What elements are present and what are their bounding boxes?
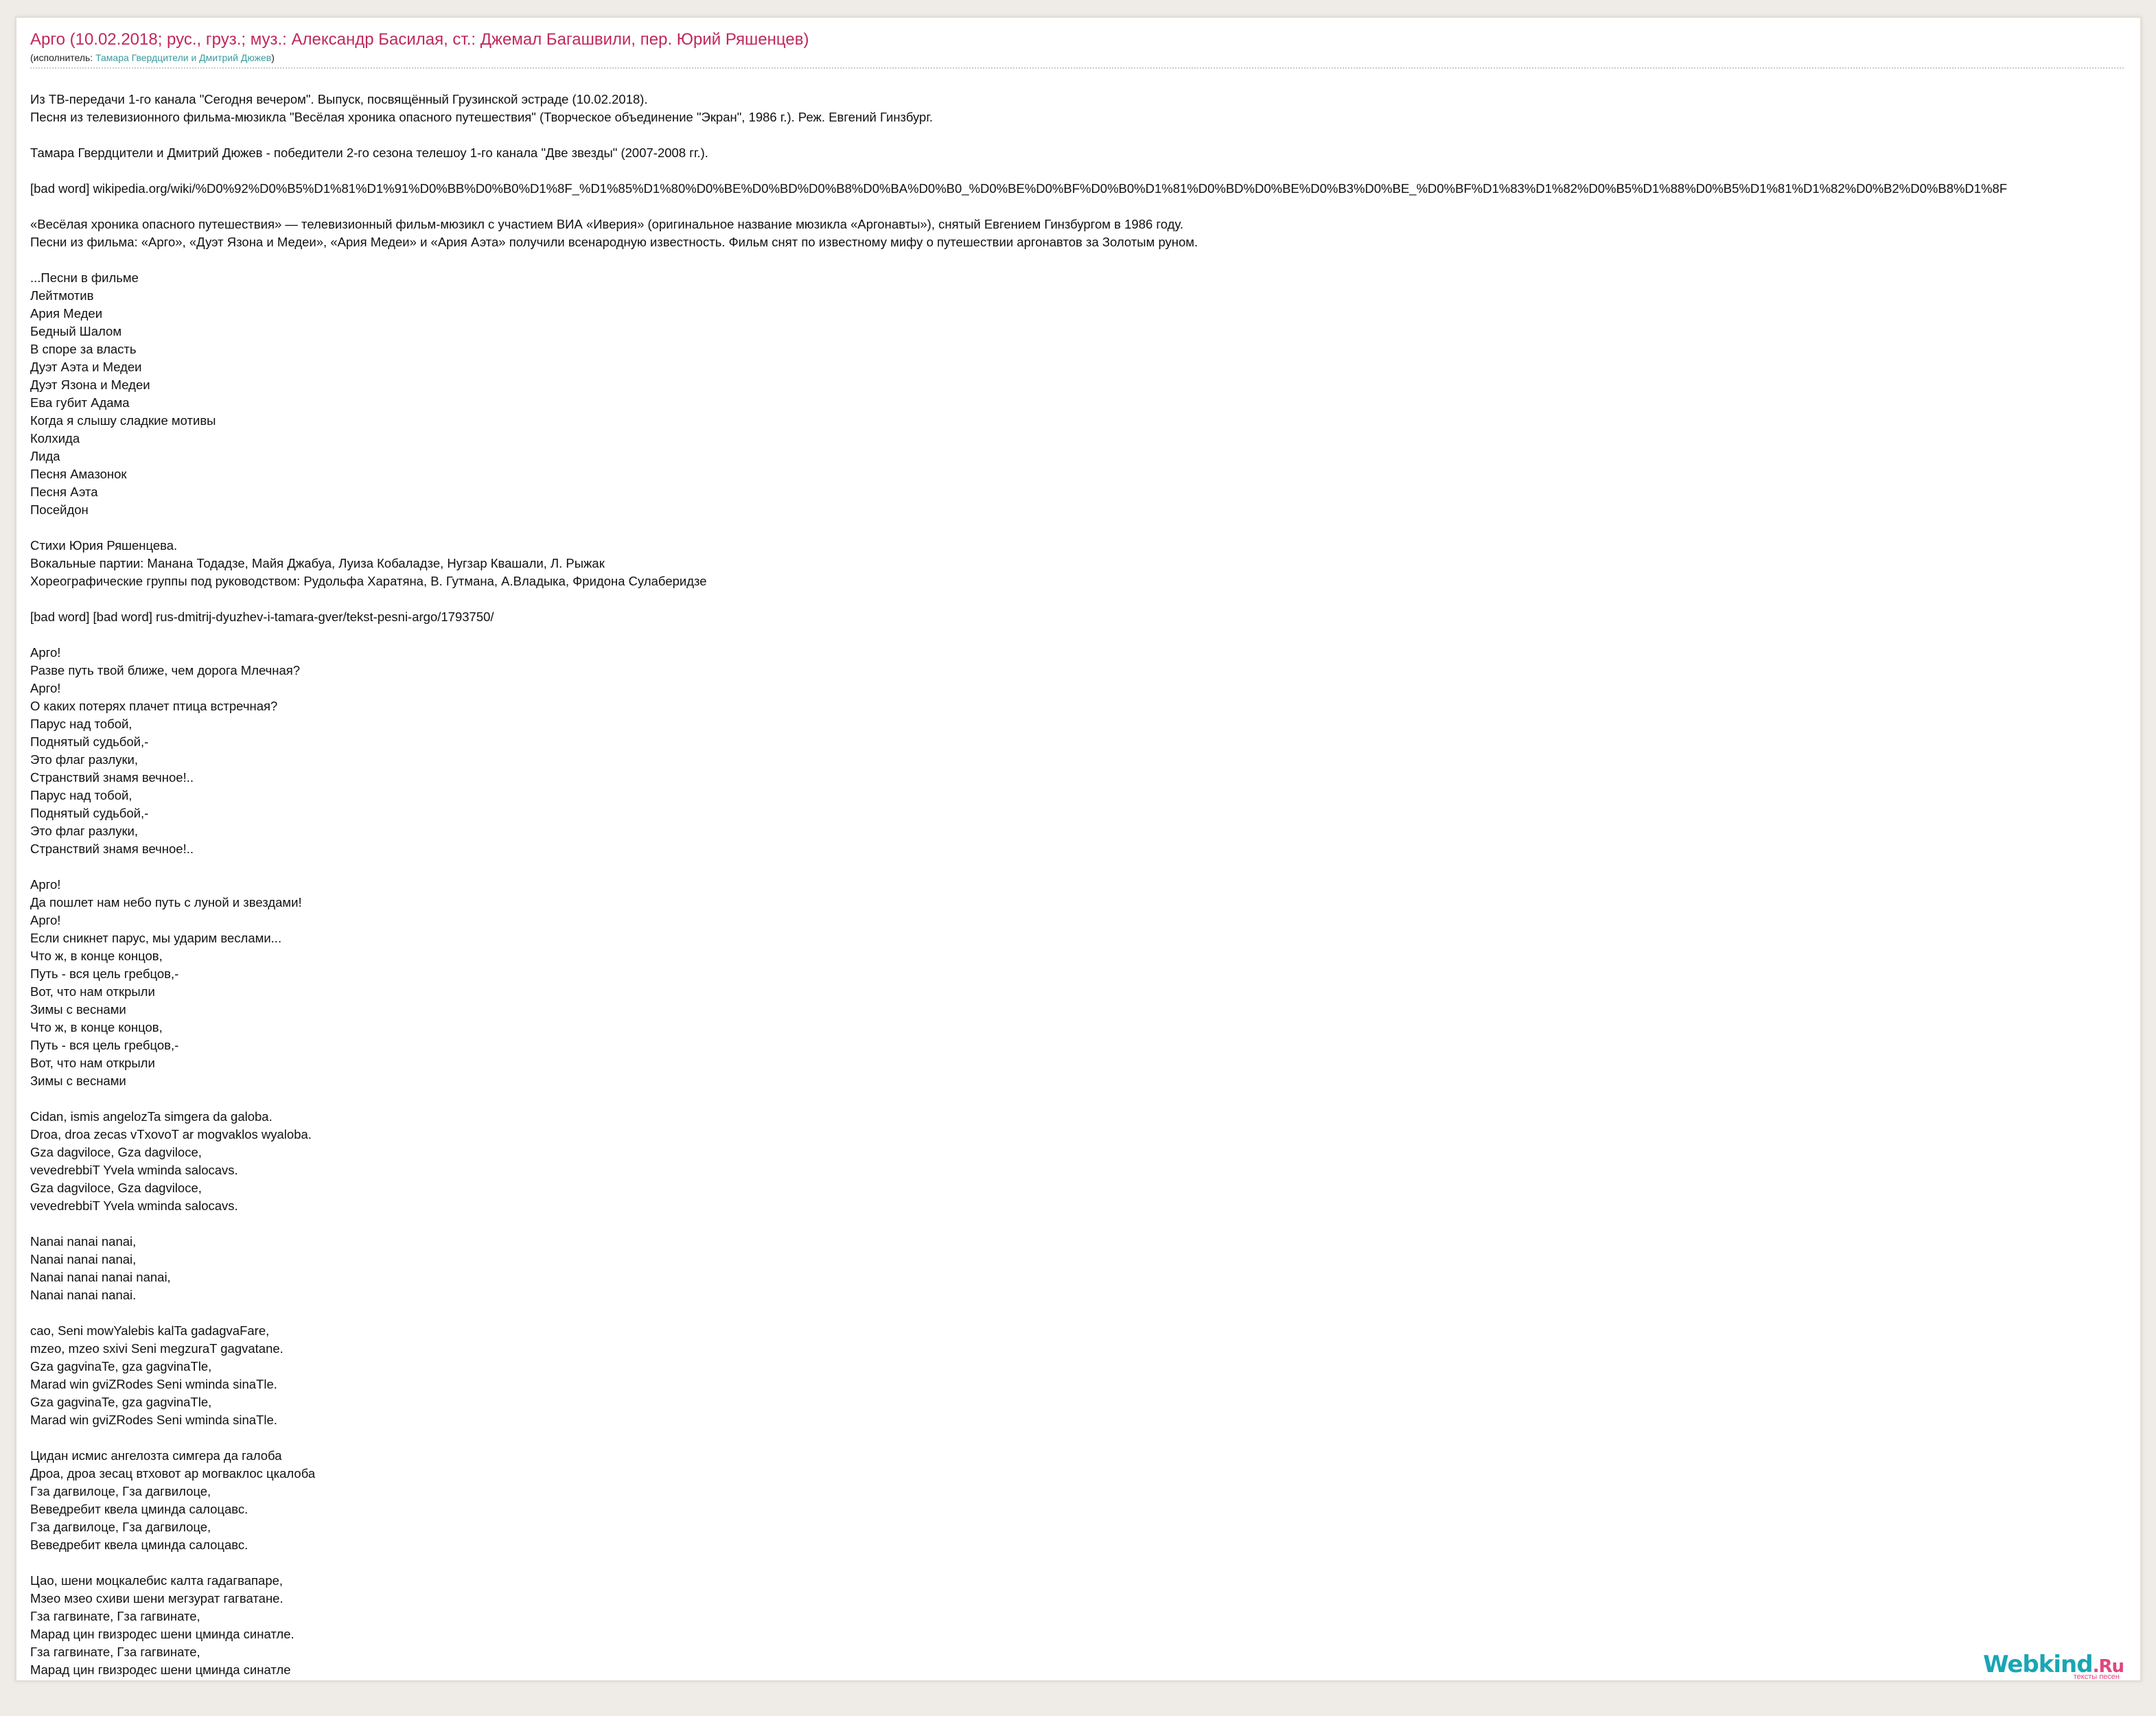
- lyric-line: Gza dagviloce, Gza dagviloce,: [30, 1181, 202, 1195]
- lyric-line: Хореографические группы под руководством: Рудольфа Харатяна, В. Гутмана, А.Владыка, Фридона Сулаберидзе: [30, 574, 707, 588]
- logo-subtitle: тексты песен: [2073, 1673, 2120, 1681]
- lyric-line: Да пошлет нам небо путь с луной и звездами!: [30, 895, 302, 909]
- lyric-line: Стихи Юрия Ряшенцева.: [30, 538, 178, 553]
- lyrics-text: [30, 91, 2137, 1679]
- lyric-line: Что ж, в конце концов,: [30, 1020, 163, 1034]
- lyric-line: Колхида: [30, 431, 80, 445]
- lyric-line: [bad word] [bad word] rus-dmitrij-dyuzhev-i-tamara-gver/tekst-pesni-argo/1793750/: [30, 610, 494, 624]
- lyric-line: Это флаг разлуки,: [30, 752, 139, 767]
- lyric-line: [30, 858, 2137, 876]
- lyric-line: Странствий знамя вечное!..: [30, 842, 194, 856]
- lyric-line: [30, 1304, 2137, 1322]
- lyric-line: Марад цин гвизродес шени цминда синатле: [30, 1662, 291, 1677]
- lyric-line: О каких потерях плачет птица встречная?: [30, 699, 278, 713]
- logo-main-text: Webkind: [1983, 1651, 2093, 1678]
- lyric-line: mzeo, mzeo sxivi Seni megzuraT gagvatane.: [30, 1341, 283, 1356]
- lyric-line: Тамара Гвердцители и Дмитрий Дюжев - победители 2-го сезона телешоу 1-го канала "Две звезды" (2007-2008 гг.).: [30, 146, 708, 160]
- lyric-line: Арго!: [30, 877, 61, 892]
- lyric-line: Cidan, ismis angelozTa simgera da galoba.: [30, 1109, 273, 1124]
- performer-suffix: ): [271, 52, 275, 63]
- lyric-line: Лида: [30, 449, 60, 463]
- lyric-line: Дуэт Аэта и Медеи: [30, 360, 142, 374]
- performer-prefix: (исполнитель:: [30, 52, 96, 63]
- lyric-line: В споре за власть: [30, 342, 137, 356]
- lyric-line: Это флаг разлуки,: [30, 824, 139, 838]
- lyric-line: [30, 126, 2137, 144]
- lyric-line: Nanai nanai nanai,: [30, 1234, 137, 1249]
- lyric-line: Веведребит квела цминда салоцавс.: [30, 1502, 248, 1516]
- lyric-line: Мзео мзео схиви шени мегзурат гагватане.: [30, 1591, 283, 1605]
- lyric-line: [30, 198, 2137, 216]
- lyric-line: Nanai nanai nanai,: [30, 1252, 137, 1266]
- lyric-line: Гза гагвинате, Гза гагвинате,: [30, 1645, 200, 1659]
- lyric-line: Вокальные партии: Манана Тодадзе, Майя Джабуа, Луиза Кобаладзе, Нугзар Квашали, Л. Рыжак: [30, 556, 605, 570]
- lyric-line: Вот, что нам открыли: [30, 984, 155, 999]
- lyric-line: [30, 162, 2137, 180]
- lyric-line: Разве путь твой ближе, чем дорога Млечная?: [30, 663, 301, 677]
- lyric-line: Гза дагвилоце, Гза дагвилоце,: [30, 1484, 211, 1498]
- lyric-line: Песня из телевизионного фильма-мюзикла "Весёлая хроника опасного путешествия" (Творческое объединение "Экран", 1986 г.). Реж. Евгений Гинзбург.: [30, 110, 933, 124]
- lyric-line: Песня Аэта: [30, 485, 98, 499]
- lyric-line: Гза гагвинате, Гза гагвинате,: [30, 1609, 200, 1623]
- lyric-line: Песня Амазонок: [30, 467, 127, 481]
- lyric-line: Зимы с веснами: [30, 1002, 126, 1017]
- lyric-line: ...Песни в фильме: [30, 270, 139, 285]
- lyric-line: Marad win gviZRodes Seni wminda sinaTle.: [30, 1377, 277, 1391]
- performer-link[interactable]: Тамара Гвердцители и Дмитрий Дюжев: [95, 52, 272, 63]
- webkind-logo[interactable]: [1983, 1651, 2124, 1680]
- lyric-line: cao, Seni mowYalebis kalTa gadagvaFare,: [30, 1323, 270, 1338]
- lyric-line: [30, 1429, 2137, 1447]
- lyric-line: Зимы с веснами: [30, 1074, 126, 1088]
- lyric-line: [30, 1090, 2137, 1108]
- lyric-line: Парус над тобой,: [30, 717, 132, 731]
- lyric-line: Арго!: [30, 645, 61, 660]
- lyric-line: Поднятый судьбой,-: [30, 806, 149, 820]
- lyric-line: Гза дагвилоце, Гза дагвилоце,: [30, 1520, 211, 1534]
- lyric-line: [bad word] wikipedia.org/wiki/%D0%92%D0%B5%D1%81%D1%91%D0%BB%D0%B0%D1%8F_%D1%85%D1%80%D0%BE%D0%BD%D0%B8%D0%BA%D0%B0_%D0%BE%D0%BF%D0%B0%D1%81%D0%BD%D0%BE%D0%B3%D0%BE_%D0%BF%D1%83%D1%82%D0%B5%D1%88%D0%B5%D1%81%D1%82%D0%B2%D0%B8%D1%8F: [30, 181, 2008, 196]
- lyric-line: Цао, шени моцкалебис калта гадагвапаре,: [30, 1573, 283, 1588]
- lyric-line: Арго!: [30, 913, 61, 927]
- lyric-line: Лейтмотив: [30, 288, 94, 303]
- lyric-line: [30, 251, 2137, 269]
- lyric-line: Что ж, в конце концов,: [30, 949, 163, 963]
- lyric-line: Путь - вся цель гребцов,-: [30, 966, 179, 981]
- lyric-line: [30, 519, 2137, 537]
- lyric-line: Nanai nanai nanai.: [30, 1288, 137, 1302]
- song-header: [30, 29, 2124, 69]
- lyrics-card: [15, 16, 2142, 1682]
- lyric-line: vevedrebbiT Yvela wminda salocavs.: [30, 1198, 238, 1213]
- lyric-line: Droa, droa zecas vTxovoT ar mogvaklos wyaloba.: [30, 1127, 312, 1141]
- lyric-line: Путь - вся цель гребцов,-: [30, 1038, 179, 1052]
- lyric-line: Вот, что нам открыли: [30, 1056, 155, 1070]
- lyric-line: vevedrebbiT Yvela wminda salocavs.: [30, 1163, 238, 1177]
- lyric-line: Парус над тобой,: [30, 788, 132, 802]
- lyric-line: Gza gagvinaTe, gza gagvinaTle,: [30, 1395, 212, 1409]
- lyric-line: Поднятый судьбой,-: [30, 734, 149, 749]
- lyric-line: Из ТВ-передачи 1-го канала "Сегодня вечером". Выпуск, посвящённый Грузинской эстраде (10.02.2018).: [30, 92, 648, 106]
- lyric-line: Посейдон: [30, 502, 89, 517]
- lyric-line: [30, 590, 2137, 608]
- lyric-line: Gza gagvinaTe, gza gagvinaTle,: [30, 1359, 212, 1373]
- lyric-line: Когда я слышу сладкие мотивы: [30, 413, 216, 428]
- lyric-line: Арго!: [30, 681, 61, 695]
- lyric-line: Странствий знамя вечное!..: [30, 770, 194, 785]
- lyric-line: Ева губит Адама: [30, 395, 130, 410]
- lyric-line: Если сникнет парус, мы ударим веслами...: [30, 931, 282, 945]
- lyric-line: Nanai nanai nanai nanai,: [30, 1270, 171, 1284]
- lyric-line: [30, 626, 2137, 644]
- lyric-line: Дроа, дроа зесац втховот ар могваклос цкалоба: [30, 1466, 316, 1481]
- lyric-line: Бедный Шалом: [30, 324, 122, 338]
- lyric-line: Цидан исмис ангелозта симгера да галоба: [30, 1448, 282, 1463]
- lyric-line: Gza dagviloce, Gza dagviloce,: [30, 1145, 202, 1159]
- lyric-line: [30, 1215, 2137, 1233]
- lyric-line: Ария Медеи: [30, 306, 103, 321]
- lyric-line: «Весёлая хроника опасного путешествия» — телевизионный фильм-мюзикл с участием ВИА «Иверия» (оригинальное название мюзикла «Аргонавты»), снятый Евгением Гинзбургом в 1986 году.: [30, 217, 1183, 231]
- lyric-line: Веведребит квела цминда салоцавс.: [30, 1538, 248, 1552]
- lyric-line: [30, 1554, 2137, 1572]
- lyric-line: Дуэт Язона и Медеи: [30, 378, 150, 392]
- lyric-line: Марад цин гвизродес шени цминда синатле.: [30, 1627, 294, 1641]
- lyric-line: Marad win gviZRodes Seni wminda sinaTle.: [30, 1413, 277, 1427]
- performer-line: [30, 51, 2124, 65]
- song-title: Арго (10.02.2018; рус., груз.; муз.: Александр Басилая, ст.: Джемал Багашвили, пер. Юрий Ряшенцев): [30, 30, 809, 49]
- logo-tld-text: .Ru: [2092, 1656, 2124, 1677]
- lyric-line: Песни из фильма: «Арго», «Дуэт Язона и Медеи», «Ария Медеи» и «Ария Аэта» получили всенародную известность. Фильм снят по известному мифу о путешествии аргонавтов за Золотым руном.: [30, 235, 1198, 249]
